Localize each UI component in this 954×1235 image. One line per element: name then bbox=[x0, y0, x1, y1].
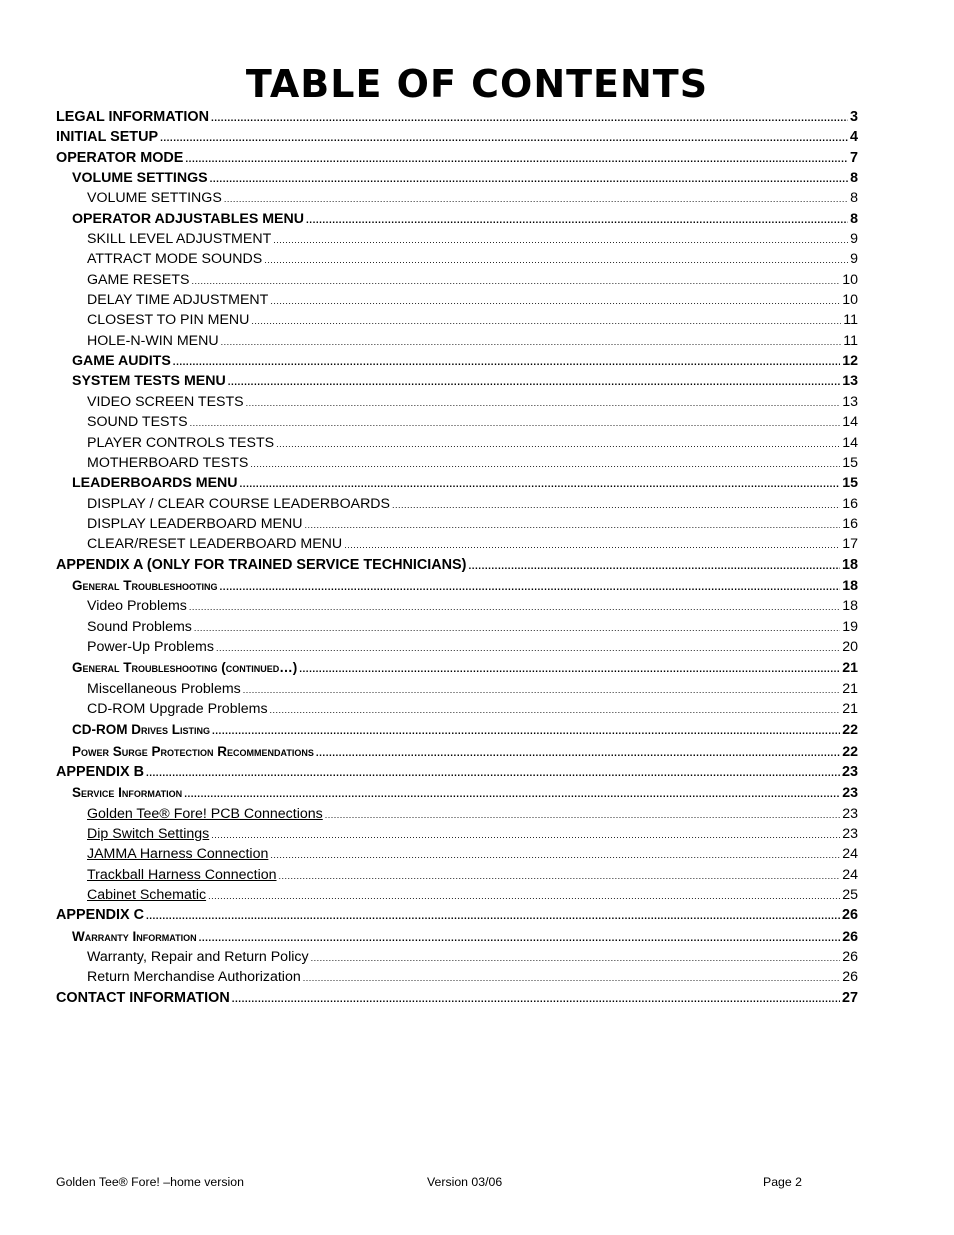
toc-entry-page: 14 bbox=[842, 414, 858, 431]
dot-leader bbox=[216, 639, 840, 658]
toc-entry-title: Service Information bbox=[72, 785, 183, 801]
toc-entry-page: 15 bbox=[842, 475, 858, 492]
toc-entry-title[interactable]: Golden Tee® Fore! PCB Connections bbox=[87, 805, 323, 822]
dot-leader bbox=[468, 557, 840, 576]
dot-leader bbox=[194, 619, 840, 638]
toc-entry-page: 13 bbox=[842, 373, 858, 390]
dot-leader bbox=[299, 660, 840, 679]
dot-leader bbox=[240, 475, 841, 494]
toc-entry bbox=[56, 108, 858, 128]
toc-entry bbox=[56, 618, 858, 638]
toc-entry bbox=[56, 413, 858, 433]
toc-entry-page: 9 bbox=[850, 231, 858, 248]
table-of-contents bbox=[56, 108, 858, 1009]
toc-entry-title[interactable]: JAMMA Harness Connection bbox=[87, 846, 269, 863]
toc-entry bbox=[56, 906, 858, 926]
toc-entry-page: 26 bbox=[841, 907, 858, 924]
toc-entry-page: 21 bbox=[842, 660, 858, 677]
toc-entry-title: OPERATOR ADJUSTABLES MENU bbox=[72, 210, 305, 227]
toc-entry-title: CD-ROM Upgrade Problems bbox=[87, 700, 268, 717]
dot-leader bbox=[228, 373, 841, 392]
toc-entry-page: 21 bbox=[842, 700, 858, 717]
toc-entry-title: GAME RESETS bbox=[87, 271, 190, 288]
toc-entry bbox=[56, 515, 858, 535]
toc-entry-page: 15 bbox=[842, 454, 858, 471]
toc-entry bbox=[56, 576, 858, 597]
dot-leader bbox=[146, 764, 840, 783]
dot-leader bbox=[270, 846, 840, 865]
dot-leader bbox=[251, 312, 841, 331]
toc-entry bbox=[56, 169, 858, 189]
toc-entry bbox=[56, 393, 858, 413]
dot-leader bbox=[250, 455, 840, 474]
toc-entry-page: 24 bbox=[842, 846, 858, 863]
toc-entry-title[interactable]: Dip Switch Settings bbox=[87, 826, 210, 843]
toc-entry bbox=[56, 332, 858, 352]
toc-entry bbox=[56, 968, 858, 988]
dot-leader bbox=[306, 211, 848, 230]
toc-entry bbox=[56, 783, 858, 804]
toc-entry-title: SOUND TESTS bbox=[87, 414, 188, 431]
toc-entry-title: VOLUME SETTINGS bbox=[87, 190, 222, 207]
dot-leader bbox=[160, 129, 848, 148]
toc-entry-page: 10 bbox=[842, 271, 858, 288]
toc-entry-page: 23 bbox=[842, 785, 858, 802]
toc-entry bbox=[56, 680, 858, 700]
toc-entry bbox=[56, 128, 858, 148]
dot-leader bbox=[208, 887, 840, 906]
dot-leader bbox=[392, 496, 840, 515]
toc-entry-page: 26 bbox=[842, 949, 858, 966]
dot-leader bbox=[270, 701, 841, 720]
toc-entry-page: 16 bbox=[842, 495, 858, 512]
toc-entry-title: INITIAL SETUP bbox=[56, 129, 159, 146]
dot-leader bbox=[189, 598, 840, 617]
toc-entry[interactable] bbox=[56, 886, 858, 906]
toc-entry-page: 11 bbox=[843, 312, 858, 329]
footer-document-title: Golden Tee® Fore! –home version bbox=[56, 1175, 244, 1189]
dot-leader bbox=[190, 414, 841, 433]
dot-leader bbox=[210, 170, 849, 189]
toc-entry bbox=[56, 556, 858, 576]
toc-entry-page: 18 bbox=[841, 556, 858, 573]
dot-leader bbox=[220, 578, 841, 597]
toc-entry-title: Sound Problems bbox=[87, 618, 192, 635]
toc-entry-title: VOLUME SETTINGS bbox=[72, 170, 208, 187]
toc-entry-title: Warranty, Repair and Return Policy bbox=[87, 949, 309, 966]
toc-entry bbox=[56, 720, 858, 741]
dot-leader bbox=[146, 907, 840, 926]
toc-entry-title: HOLE-N-WIN MENU bbox=[87, 332, 219, 349]
toc-entry-title: LEADERBOARDS MENU bbox=[72, 475, 238, 492]
dot-leader bbox=[305, 516, 841, 535]
toc-entry bbox=[56, 352, 858, 372]
footer-version: Version 03/06 bbox=[427, 1175, 503, 1189]
toc-entry-title: Power-Up Problems bbox=[87, 638, 214, 655]
toc-entry bbox=[56, 454, 858, 474]
toc-entry-title: OPERATOR MODE bbox=[56, 149, 184, 166]
dot-leader bbox=[232, 990, 840, 1009]
toc-entry bbox=[56, 210, 858, 230]
toc-entry[interactable] bbox=[56, 845, 858, 865]
toc-entry-title: SYSTEM TESTS MENU bbox=[72, 373, 226, 390]
toc-entry bbox=[56, 495, 858, 515]
toc-entry-page: 9 bbox=[850, 251, 858, 268]
toc-entry bbox=[56, 638, 858, 658]
toc-entry-page: 7 bbox=[849, 149, 858, 166]
toc-entry[interactable] bbox=[56, 866, 858, 886]
dot-leader bbox=[199, 929, 841, 948]
toc-entry bbox=[56, 189, 858, 209]
toc-entry-title: GAME AUDITS bbox=[72, 353, 171, 370]
toc-entry-page: 21 bbox=[842, 680, 858, 697]
toc-entry-title: APPENDIX A (ONLY FOR TRAINED SERVICE TECHNICIANS) bbox=[56, 556, 467, 573]
toc-entry bbox=[56, 927, 858, 948]
toc-entry bbox=[56, 597, 858, 617]
toc-entry-title: General Troubleshooting bbox=[72, 577, 218, 593]
toc-entry-page: 25 bbox=[842, 887, 858, 904]
dot-leader bbox=[173, 353, 840, 372]
toc-entry-title: ATTRACT MODE SOUNDS bbox=[87, 251, 263, 268]
toc-entry-page: 23 bbox=[841, 764, 858, 780]
toc-entry-page: 22 bbox=[842, 743, 858, 760]
toc-entry-title: PLAYER CONTROLS TESTS bbox=[87, 434, 275, 451]
toc-entry bbox=[56, 311, 858, 331]
dot-leader bbox=[221, 333, 842, 352]
toc-entry bbox=[56, 989, 858, 1009]
toc-entry-page: 8 bbox=[850, 170, 858, 187]
footer-page-number: Page 2 bbox=[763, 1175, 802, 1189]
toc-entry bbox=[56, 700, 858, 720]
toc-entry-page: 23 bbox=[842, 805, 858, 822]
dot-leader bbox=[211, 109, 848, 128]
toc-entry-title: Power Surge Protection Recommendations bbox=[72, 743, 314, 759]
toc-entry-title: LEGAL INFORMATION bbox=[56, 109, 209, 125]
dot-leader bbox=[279, 867, 841, 886]
toc-entry bbox=[56, 291, 858, 311]
toc-entry bbox=[56, 535, 858, 555]
dot-leader bbox=[325, 806, 840, 825]
toc-entry-title: VIDEO SCREEN TESTS bbox=[87, 393, 244, 410]
toc-entry-page: 3 bbox=[849, 109, 858, 125]
toc-entry-page: 11 bbox=[843, 332, 858, 349]
dot-leader bbox=[264, 251, 848, 270]
toc-entry-title: CD-ROM Drives Listing bbox=[72, 722, 210, 738]
toc-entry bbox=[56, 230, 858, 250]
dot-leader bbox=[270, 292, 840, 311]
toc-entry-page: 26 bbox=[842, 969, 858, 986]
dot-leader bbox=[192, 272, 841, 291]
dot-leader bbox=[344, 536, 840, 555]
toc-entry-page: 4 bbox=[849, 129, 858, 146]
toc-entry-page: 16 bbox=[842, 515, 858, 532]
toc-entry bbox=[56, 250, 858, 270]
toc-entry bbox=[56, 474, 858, 494]
toc-entry bbox=[56, 948, 858, 968]
toc-entry-page: 22 bbox=[842, 722, 858, 739]
toc-entry-title: CONTACT INFORMATION bbox=[56, 989, 230, 1006]
dot-leader bbox=[273, 231, 848, 250]
toc-entry-title: APPENDIX C bbox=[56, 907, 144, 924]
toc-entry-title: CLEAR/RESET LEADERBOARD MENU bbox=[87, 536, 343, 553]
toc-entry-page: 17 bbox=[842, 536, 858, 553]
toc-entry[interactable] bbox=[56, 825, 858, 845]
page-title: TABLE OF CONTENTS bbox=[245, 62, 709, 106]
toc-entry bbox=[56, 372, 858, 392]
toc-entry-page: 23 bbox=[842, 826, 858, 843]
toc-entry-page: 10 bbox=[842, 292, 858, 309]
toc-entry-title: DISPLAY LEADERBOARD MENU bbox=[87, 515, 303, 532]
toc-entry bbox=[56, 434, 858, 454]
dot-leader bbox=[276, 435, 840, 454]
toc-entry-title: APPENDIX B bbox=[56, 764, 144, 780]
toc-entry-page: 24 bbox=[842, 866, 858, 883]
toc-entry bbox=[56, 742, 858, 763]
toc-entry-title: SKILL LEVEL ADJUSTMENT bbox=[87, 231, 272, 248]
toc-entry[interactable] bbox=[56, 805, 858, 825]
toc-entry-page: 12 bbox=[842, 353, 858, 370]
dot-leader bbox=[185, 150, 848, 169]
page-footer bbox=[56, 1175, 802, 1191]
toc-entry-title: DISPLAY / CLEAR COURSE LEADERBOARDS bbox=[87, 495, 391, 512]
toc-entry-title: MOTHERBOARD TESTS bbox=[87, 454, 249, 471]
toc-entry-page: 26 bbox=[842, 928, 858, 945]
toc-entry-title: Video Problems bbox=[87, 598, 187, 615]
dot-leader bbox=[316, 744, 840, 763]
toc-entry bbox=[56, 658, 858, 679]
toc-entry-page: 18 bbox=[842, 598, 858, 615]
toc-entry bbox=[56, 149, 858, 169]
toc-entry-title: Return Merchandise Authorization bbox=[87, 969, 301, 986]
dot-leader bbox=[212, 722, 840, 741]
toc-entry-title: DELAY TIME ADJUSTMENT bbox=[87, 292, 269, 309]
toc-entry-title: General Troubleshooting (continued…) bbox=[72, 660, 298, 676]
toc-entry-page: 14 bbox=[842, 434, 858, 451]
dot-leader bbox=[311, 949, 841, 968]
toc-entry bbox=[56, 763, 858, 783]
toc-entry-page: 13 bbox=[842, 393, 858, 410]
toc-entry-title: Warranty Information bbox=[72, 928, 197, 944]
toc-entry-page: 27 bbox=[841, 989, 858, 1006]
dot-leader bbox=[243, 681, 840, 700]
toc-entry bbox=[56, 271, 858, 291]
toc-entry-page: 20 bbox=[842, 638, 858, 655]
toc-entry-page: 19 bbox=[842, 618, 858, 635]
toc-entry-page: 8 bbox=[850, 190, 858, 207]
toc-entry-title: CLOSEST TO PIN MENU bbox=[87, 312, 250, 329]
toc-entry-title[interactable]: Trackball Harness Connection bbox=[87, 866, 277, 883]
toc-entry-page: 18 bbox=[842, 577, 858, 594]
dot-leader bbox=[211, 826, 840, 845]
dot-leader bbox=[303, 969, 840, 988]
toc-entry-title: Miscellaneous Problems bbox=[87, 680, 241, 697]
dot-leader bbox=[184, 785, 840, 804]
toc-entry-title[interactable]: Cabinet Schematic bbox=[87, 887, 207, 904]
dot-leader bbox=[246, 394, 841, 413]
toc-entry-page: 8 bbox=[850, 210, 858, 227]
dot-leader bbox=[224, 190, 848, 209]
